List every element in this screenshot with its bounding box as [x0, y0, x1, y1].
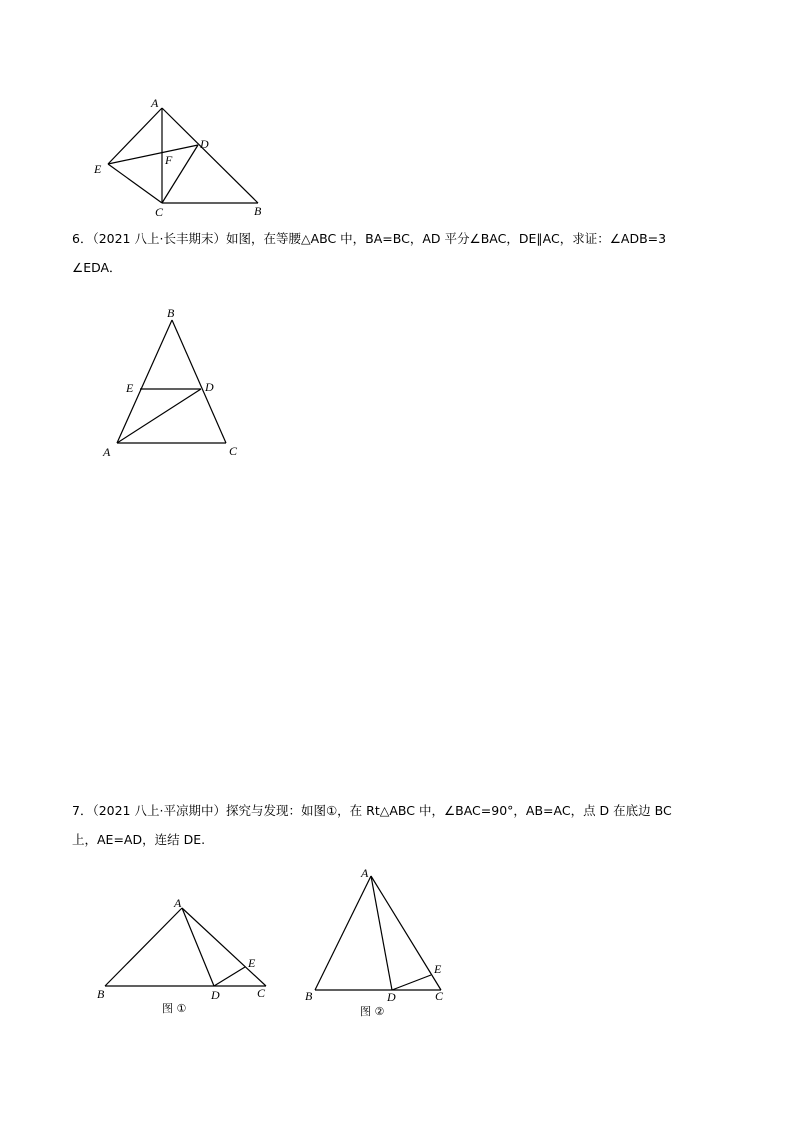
label-A: A	[174, 896, 182, 910]
segment-EC	[108, 164, 162, 203]
label-A: A	[361, 866, 369, 880]
label-D: D	[211, 988, 220, 1002]
label-D: D	[200, 137, 209, 151]
label-A: A	[151, 96, 159, 110]
segment-ED	[108, 145, 198, 164]
segment-AB	[105, 908, 182, 986]
label-D: D	[205, 380, 214, 394]
label-B: B	[254, 204, 262, 218]
segment-DE	[214, 967, 245, 986]
question-6-line-2: ∠EDA．	[72, 260, 122, 275]
segment-BC	[172, 320, 226, 443]
label-C: C	[257, 986, 266, 1000]
figure-question-7-1	[0, 860, 300, 1030]
segment-AD	[182, 908, 214, 986]
label-D: D	[387, 990, 396, 1004]
segment-AE	[108, 108, 162, 164]
question-6-line-1: 6．（2021 八上·长丰期末）如图，在等腰△ABC 中，BA=BC，AD 平分∠BAC，DE∥AC，求证：∠ADB=3	[72, 231, 667, 246]
figure-question-6	[0, 300, 794, 470]
segment-AB	[162, 108, 258, 203]
label-B: B	[305, 989, 313, 1003]
question-6-text	[72, 224, 722, 282]
question-7-text	[72, 796, 722, 854]
segment-DE	[392, 975, 431, 990]
label-C: C	[435, 989, 444, 1003]
label-E: E	[248, 956, 256, 970]
label-E: E	[126, 381, 134, 395]
figure-caption-1: 图 ①	[162, 1002, 187, 1015]
label-F: F	[165, 153, 173, 167]
label-E: E	[434, 962, 442, 976]
figure-top	[0, 0, 794, 230]
segment-AC	[182, 908, 266, 986]
label-A: A	[103, 445, 111, 459]
question-7-line-1: 7．（2021 八上·平凉期中）探究与发现：如图①，在 Rt△ABC 中，∠BAC=90°，AB=AC，点 D 在底边 BC	[72, 803, 672, 818]
figure-caption-2: 图 ②	[360, 1005, 385, 1018]
figure-question-7-2	[290, 860, 470, 1030]
segment-AB	[315, 876, 371, 990]
label-B: B	[97, 987, 105, 1001]
label-C: C	[155, 205, 164, 219]
label-B: B	[167, 306, 175, 320]
question-7-line-2: 上，AE=AD，连结 DE.	[72, 832, 206, 847]
label-C: C	[229, 444, 238, 458]
label-E: E	[94, 162, 102, 176]
